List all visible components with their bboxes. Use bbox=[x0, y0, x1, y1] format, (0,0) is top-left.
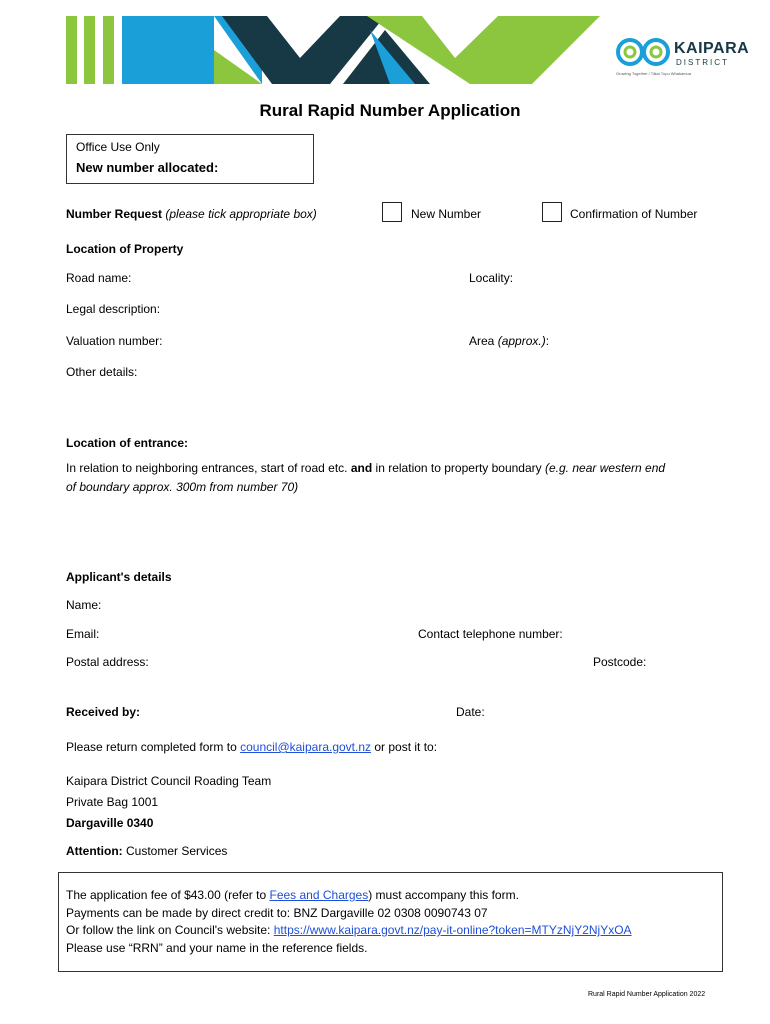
number-request-hint: (please tick appropriate box) bbox=[165, 207, 317, 221]
property-heading: Location of Property bbox=[66, 242, 184, 256]
confirmation-label: Confirmation of Number bbox=[570, 207, 698, 221]
new-number-allocated: New number allocated: bbox=[76, 160, 219, 175]
applicant-heading: Applicant's details bbox=[66, 570, 172, 584]
area-text: Area bbox=[469, 334, 495, 348]
page-title: Rural Rapid Number Application bbox=[259, 101, 521, 120]
pay-online-link[interactable]: https://www.kaipara.govt.nz/pay-it-online?token=MTYzNjY2NjYxOA bbox=[273, 923, 632, 937]
valuation-label: Valuation number: bbox=[66, 334, 163, 348]
office-use-heading: Office Use Only bbox=[76, 140, 160, 154]
entrance-text-b: in relation to property boundary bbox=[375, 461, 542, 475]
fee-text-b: ) must accompany this form. bbox=[368, 888, 519, 902]
new-number-checkbox[interactable] bbox=[382, 202, 402, 222]
entrance-heading: Location of entrance: bbox=[66, 436, 189, 450]
entrance-text-a: In relation to neighboring entrances, start of road etc. bbox=[66, 461, 348, 475]
postcode-label: Postcode: bbox=[593, 655, 647, 669]
area-label bbox=[469, 334, 549, 348]
entrance-line-1 bbox=[66, 461, 665, 475]
return-instructions bbox=[66, 740, 437, 754]
kaipara-logo-icon bbox=[618, 40, 668, 64]
blue-block bbox=[122, 16, 214, 84]
locality-label: Locality: bbox=[469, 271, 514, 285]
date-label: Date: bbox=[456, 705, 485, 719]
fee-line-4: Please use “RRN” and your name in the reference fields. bbox=[66, 941, 368, 955]
area-hint: (approx.) bbox=[497, 334, 546, 348]
received-by-label: Received by: bbox=[66, 705, 141, 719]
logo-sub: DISTRICT bbox=[676, 58, 729, 67]
fee-info-box bbox=[58, 872, 723, 972]
new-number-label: New Number bbox=[411, 207, 482, 221]
header-banner bbox=[0, 0, 770, 90]
other-details-label: Other details: bbox=[66, 365, 138, 379]
logo-name: KAIPARA bbox=[674, 40, 750, 57]
attention-value: Customer Services bbox=[126, 844, 228, 858]
attention-label: Attention: bbox=[66, 844, 123, 858]
council-email-link[interactable]: council@kaipara.govt.nz bbox=[240, 740, 372, 754]
fee-line-3 bbox=[66, 923, 632, 937]
postal-address-label: Postal address: bbox=[66, 655, 149, 669]
legal-description-label: Legal description: bbox=[66, 302, 161, 316]
address-line-1: Kaipara District Council Roading Team bbox=[66, 774, 272, 788]
road-name-label: Road name: bbox=[66, 271, 132, 285]
logo-tagline: Growing Together / Tātai Tupu Whakamua bbox=[616, 71, 692, 76]
confirmation-checkbox[interactable] bbox=[542, 202, 562, 222]
fees-and-charges-link[interactable]: Fees and Charges bbox=[269, 888, 369, 902]
return-prefix: Please return completed form to bbox=[66, 740, 237, 754]
entrance-line-2: of boundary approx. 300m from number 70) bbox=[66, 480, 299, 494]
address-line-3: Dargaville 0340 bbox=[66, 816, 154, 830]
entrance-example-a: (e.g. near western end bbox=[545, 461, 666, 475]
fee-line-2: Payments can be made by direct credit to: BNZ Dargaville 02 0308 0090743 07 bbox=[66, 906, 488, 920]
return-suffix: or post it to: bbox=[374, 740, 438, 754]
applicant-email-label: Email: bbox=[66, 627, 100, 641]
attention-line bbox=[66, 844, 227, 858]
fee-text-c: Or follow the link on Council's website: bbox=[66, 923, 271, 937]
address-line-2: Private Bag 1001 bbox=[66, 795, 159, 809]
phone-label: Contact telephone number: bbox=[418, 627, 563, 641]
number-request-label: Number Request bbox=[66, 207, 163, 221]
decorative-stripes bbox=[66, 16, 114, 84]
area-colon: : bbox=[545, 334, 550, 348]
applicant-name-label: Name: bbox=[66, 598, 102, 612]
fee-text-a: The application fee of $43.00 (refer to bbox=[66, 888, 267, 902]
fee-line-1 bbox=[66, 888, 519, 902]
entrance-and: and bbox=[350, 461, 373, 475]
footer-text: Rural Rapid Number Application 2022 bbox=[588, 991, 706, 998]
